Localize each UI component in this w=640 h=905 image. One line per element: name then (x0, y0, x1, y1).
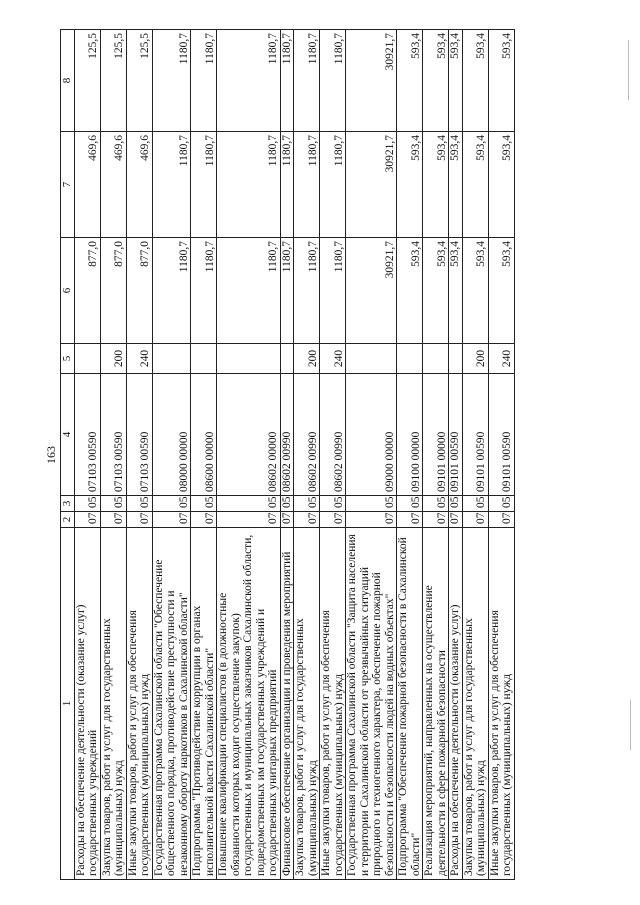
cell-expense-type (423, 344, 449, 374)
row-name: Повышение квалификации специалистов (в должностные обязанности которых входит осуществление закупок) государственных и муниципальных заказчиков Сахалинской области, подведомственных им государственных учреждений и государственных унитарных предприятий (217, 528, 281, 880)
cell-amount-1: 593,4 (397, 238, 423, 344)
table-row (462, 30, 488, 880)
cell-target-code: 07103 00590 (74, 374, 100, 496)
cell-amount-3: 1180,7 (280, 30, 294, 132)
row-name: Закупка товаров, работ и услуг для государственных (муниципальных) нужд (294, 528, 320, 880)
table-row (397, 30, 423, 880)
cell-expense-type (74, 344, 100, 374)
cell-amount-3: 1180,7 (217, 30, 281, 132)
cell-amount-1: 1180,7 (217, 238, 281, 344)
cell-target-code: 09101 00590 (449, 374, 463, 496)
cell-amount-1: 877,0 (100, 238, 126, 344)
cell-section: 07 (191, 512, 217, 528)
cell-amount-1: 593,4 (423, 238, 449, 344)
column-header: 2 (61, 512, 75, 528)
cell-amount-2: 469,6 (74, 132, 100, 238)
table-row (294, 30, 320, 880)
cell-amount-2: 593,4 (449, 132, 463, 238)
rotated-content (44, 30, 619, 880)
cell-amount-1: 877,0 (74, 238, 100, 344)
cell-expense-type: 200 (294, 344, 320, 374)
cell-amount-3: 125,5 (100, 30, 126, 132)
cell-subsection: 05 (488, 496, 514, 512)
cell-section: 07 (152, 512, 191, 528)
cell-amount-1: 593,4 (488, 238, 514, 344)
cell-amount-2: 1180,7 (217, 132, 281, 238)
cell-amount-2: 593,4 (423, 132, 449, 238)
cell-amount-3: 593,4 (488, 30, 514, 132)
cell-section: 07 (294, 512, 320, 528)
cell-amount-3: 593,4 (462, 30, 488, 132)
budget-table (60, 29, 515, 880)
row-name: Подпрограмма "Противодействие коррупции в органах исполнительной власти Сахалинской области" (191, 528, 217, 880)
row-name: Закупка товаров, работ и услуг для государственных (муниципальных) нужд (462, 528, 488, 880)
cell-subsection: 05 (74, 496, 100, 512)
column-number-row (61, 30, 75, 880)
cell-target-code: 09101 00590 (462, 374, 488, 496)
cell-subsection: 05 (217, 496, 281, 512)
table-row (346, 30, 397, 880)
cell-section: 07 (126, 512, 152, 528)
cell-amount-3: 30921,7 (346, 30, 397, 132)
cell-target-code: 08602 00000 (217, 374, 281, 496)
column-header: 4 (61, 374, 75, 496)
cell-section: 07 (280, 512, 294, 528)
cell-amount-1: 1180,7 (191, 238, 217, 344)
cell-amount-1: 877,0 (126, 238, 152, 344)
cell-target-code: 09100 00000 (397, 374, 423, 496)
row-name: Финансовое обеспечение организации и проведения мероприятий (280, 528, 294, 880)
cell-subsection: 05 (126, 496, 152, 512)
column-header: 7 (61, 132, 75, 238)
row-name: Расходы на обеспечение деятельности (оказание услуг) государственных учреждений (74, 528, 100, 880)
cell-amount-2: 1180,7 (294, 132, 320, 238)
column-header: 5 (61, 344, 75, 374)
cell-amount-3: 593,4 (397, 30, 423, 132)
row-name: Иные закупки товаров, работ и услуг для обеспечения государственных (муниципальных) нужд (488, 528, 514, 880)
cell-section: 07 (423, 512, 449, 528)
page-number: 163 (44, 446, 58, 464)
cell-amount-1: 1180,7 (280, 238, 294, 344)
cell-subsection: 05 (423, 496, 449, 512)
cell-expense-type: 200 (462, 344, 488, 374)
cell-target-code: 08000 00000 (152, 374, 191, 496)
cell-amount-3: 1180,7 (191, 30, 217, 132)
cell-target-code: 08602 00990 (320, 374, 346, 496)
cell-target-code: 09101 00590 (488, 374, 514, 496)
scan-edge-mark (628, 40, 629, 100)
table-row (217, 30, 281, 880)
cell-section: 07 (100, 512, 126, 528)
row-name: Расходы на обеспечение деятельности (оказание услуг) (449, 528, 463, 880)
cell-amount-2: 593,4 (488, 132, 514, 238)
cell-target-code: 07103 00590 (100, 374, 126, 496)
cell-expense-type (346, 344, 397, 374)
cell-amount-1: 1180,7 (152, 238, 191, 344)
cell-amount-2: 1180,7 (152, 132, 191, 238)
cell-section: 07 (397, 512, 423, 528)
row-name: Иные закупки товаров, работ и услуг для обеспечения государственных (муниципальных) нужд (126, 528, 152, 880)
cell-target-code: 07103 00590 (126, 374, 152, 496)
cell-amount-1: 593,4 (449, 238, 463, 344)
cell-subsection: 05 (346, 496, 397, 512)
column-header: 3 (61, 496, 75, 512)
cell-subsection: 05 (280, 496, 294, 512)
cell-section: 07 (488, 512, 514, 528)
table-row (423, 30, 449, 880)
cell-target-code: 09000 00000 (346, 374, 397, 496)
cell-amount-2: 593,4 (462, 132, 488, 238)
cell-amount-1: 30921,7 (346, 238, 397, 344)
column-header: 8 (61, 30, 75, 132)
cell-subsection: 05 (397, 496, 423, 512)
cell-amount-2: 1180,7 (280, 132, 294, 238)
row-name: Государственная программа Сахалинской области "Защита населения и территории Сахалинской области от чрезвычайных ситуаций природного и техногенного характера, обеспечение пожарной безопасности и безопасности людей на водных объектах" (346, 528, 397, 880)
row-name: Государственная программа Сахалинской области "Обеспечение общественного порядка, противодействие преступности и незаконному обороту наркотиков в Сахалинской области" (152, 528, 191, 880)
table-row (488, 30, 514, 880)
cell-amount-1: 1180,7 (320, 238, 346, 344)
cell-section: 07 (320, 512, 346, 528)
cell-amount-3: 593,4 (449, 30, 463, 132)
cell-subsection: 05 (191, 496, 217, 512)
row-name: Реализация мероприятий, направленных на осуществление деятельности в сфере пожарной безопасности (423, 528, 449, 880)
cell-amount-3: 125,5 (126, 30, 152, 132)
cell-amount-3: 1180,7 (152, 30, 191, 132)
cell-expense-type (280, 344, 294, 374)
cell-subsection: 05 (294, 496, 320, 512)
cell-section: 07 (74, 512, 100, 528)
cell-subsection: 05 (462, 496, 488, 512)
cell-subsection: 05 (449, 496, 463, 512)
cell-expense-type: 240 (488, 344, 514, 374)
cell-amount-2: 1180,7 (320, 132, 346, 238)
cell-expense-type (152, 344, 191, 374)
column-header: 6 (61, 238, 75, 344)
cell-expense-type: 240 (320, 344, 346, 374)
cell-amount-2: 30921,7 (346, 132, 397, 238)
table-row (126, 30, 152, 880)
cell-amount-2: 1180,7 (191, 132, 217, 238)
cell-expense-type (217, 344, 281, 374)
cell-section: 07 (346, 512, 397, 528)
cell-amount-2: 469,6 (100, 132, 126, 238)
table-row (100, 30, 126, 880)
cell-amount-1: 593,4 (462, 238, 488, 344)
cell-amount-3: 125,5 (74, 30, 100, 132)
cell-subsection: 05 (152, 496, 191, 512)
scan-edge-mark (630, 700, 631, 750)
cell-target-code: 08602 00990 (294, 374, 320, 496)
cell-section: 07 (217, 512, 281, 528)
table-row (191, 30, 217, 880)
table-row (152, 30, 191, 880)
cell-amount-1: 1180,7 (294, 238, 320, 344)
cell-amount-3: 593,4 (423, 30, 449, 132)
cell-target-code: 09101 00000 (423, 374, 449, 496)
table-row (449, 30, 463, 880)
cell-target-code: 08602 00990 (280, 374, 294, 496)
cell-amount-3: 1180,7 (320, 30, 346, 132)
cell-expense-type (397, 344, 423, 374)
cell-amount-3: 1180,7 (294, 30, 320, 132)
cell-expense-type: 240 (126, 344, 152, 374)
cell-target-code: 08600 00000 (191, 374, 217, 496)
cell-amount-2: 593,4 (397, 132, 423, 238)
table-row (74, 30, 100, 880)
cell-expense-type: 200 (100, 344, 126, 374)
cell-section: 07 (449, 512, 463, 528)
row-name: Иные закупки товаров, работ и услуг для обеспечения государственных (муниципальных) нужд (320, 528, 346, 880)
cell-expense-type (191, 344, 217, 374)
row-name: Закупка товаров, работ и услуг для государственных (муниципальных) нужд (100, 528, 126, 880)
cell-subsection: 05 (100, 496, 126, 512)
row-name: Подпрограмма "Обеспечение пожарной безопасности в Сахалинской области" (397, 528, 423, 880)
table-row (280, 30, 294, 880)
table-row (320, 30, 346, 880)
cell-expense-type (449, 344, 463, 374)
cell-amount-2: 469,6 (126, 132, 152, 238)
cell-section: 07 (462, 512, 488, 528)
column-header: 1 (61, 528, 75, 880)
cell-subsection: 05 (320, 496, 346, 512)
